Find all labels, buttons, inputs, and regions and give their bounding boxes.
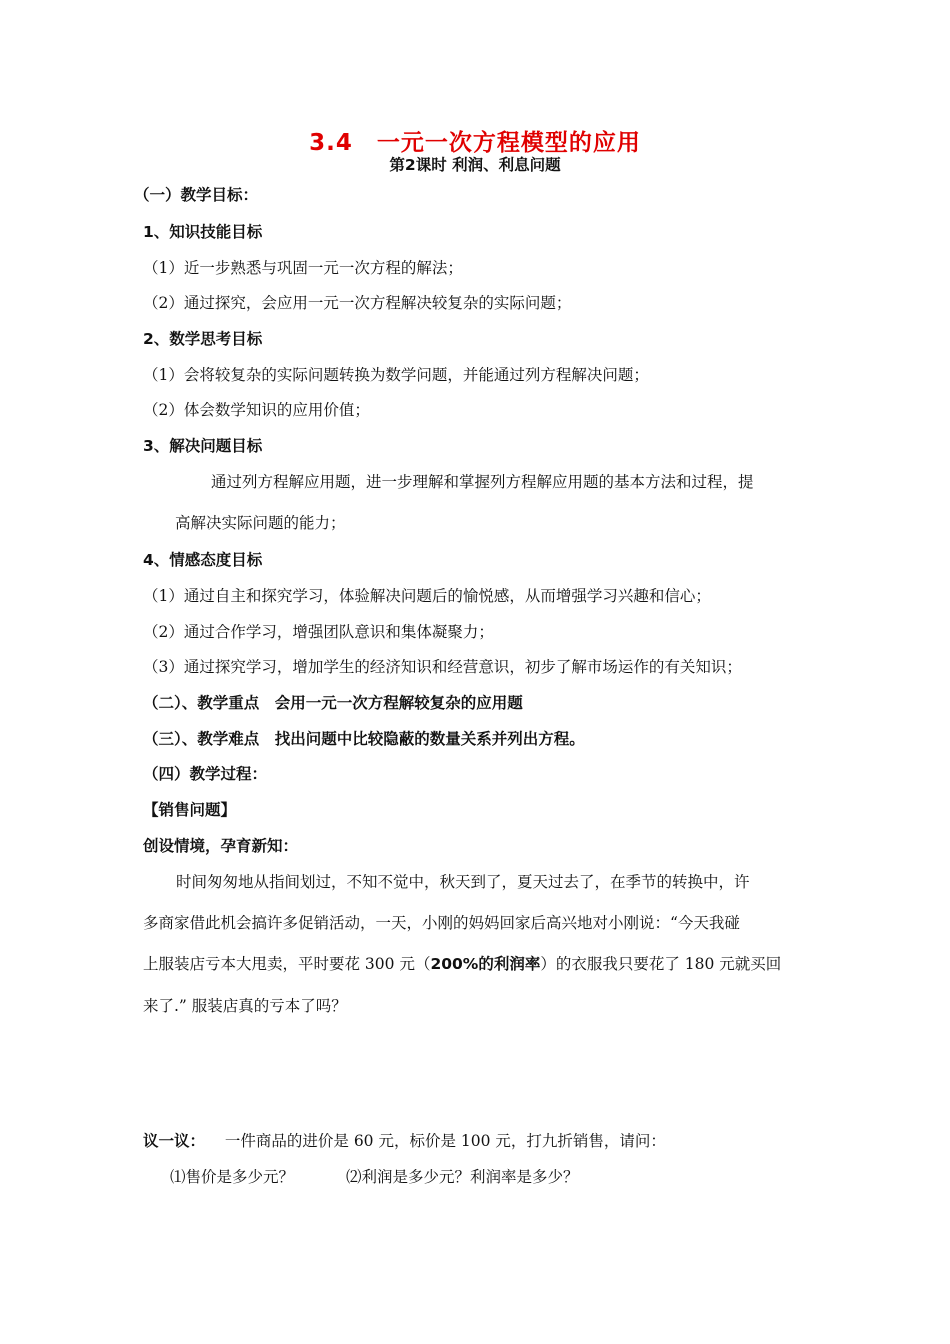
story-line-1: 时间匆匆地从指间划过，不知不觉中，秋天到了，夏天过去了，在季节的转换中，许 xyxy=(176,873,750,891)
goal-3-text-2: 高解决实际问题的能力； xyxy=(175,514,346,532)
goal-2-item-2: （2）体会数学知识的应用价值； xyxy=(143,401,370,419)
story-line-4: 来了.” 服装店真的亏本了吗？ xyxy=(143,997,347,1015)
sales-heading: 【销售问题】 xyxy=(143,801,237,819)
key-point: （二）、教学重点 会用一元一次方程解较复杂的应用题 xyxy=(143,694,523,712)
process-heading: （四）教学过程： xyxy=(143,765,268,783)
goal-1-item-1: （1）近一步熟悉与巩固一元一次方程的解法； xyxy=(143,259,463,277)
story-line-3-post: ）的衣服我只要花了 180 元就买回 xyxy=(540,955,782,973)
question-1: ⑴售价是多少元？ xyxy=(170,1168,295,1186)
goal-2-item-1: （1）会将较复杂的实际问题转换为数学问题，并能通过列方程解决问题； xyxy=(143,366,649,384)
goal-1-item-2: （2）通过探究，会应用一元一次方程解决较复杂的实际问题； xyxy=(143,294,572,312)
difficulty: （三）、教学难点 找出问题中比较隐蔽的数量关系并列出方程。 xyxy=(143,730,585,748)
goal-1-heading: 1、知识技能目标 xyxy=(143,223,263,241)
discuss-text: 一件商品的进价是 60 元，标价是 100 元，打九折销售，请问： xyxy=(224,1132,666,1150)
scene-heading: 创设情境，孕育新知： xyxy=(143,837,299,855)
profit-rate-emphasis: 200%的利润率 xyxy=(430,955,541,973)
goal-3-text-1: 通过列方程解应用题，进一步理解和掌握列方程解应用题的基本方法和过程，提 xyxy=(211,473,754,491)
discuss-line xyxy=(143,1131,666,1151)
goal-4-item-3: （3）通过探究学习，增加学生的经济知识和经营意识，初步了解市场运作的有关知识； xyxy=(143,658,742,676)
story-line-3 xyxy=(143,954,781,974)
page-title: 3.4 一元一次方程模型的应用 xyxy=(309,130,641,156)
question-2: ⑵利润是多少元？利润率是多少？ xyxy=(346,1168,579,1186)
goal-2-heading: 2、数学思考目标 xyxy=(143,330,263,348)
page-subtitle: 第2课时 利润、利息问题 xyxy=(389,156,561,174)
story-line-3-pre: 上服装店亏本大甩卖，平时要花 300 元（ xyxy=(143,955,431,973)
goal-3-heading: 3、解决问题目标 xyxy=(143,437,263,455)
objectives-heading: （一）教学目标： xyxy=(134,186,259,204)
story-line-2: 多商家借此机会搞许多促销活动，一天，小刚的妈妈回家后高兴地对小刚说：“今天我碰 xyxy=(143,914,740,932)
goal-4-item-2: （2）通过合作学习，增强团队意识和集体凝聚力； xyxy=(143,623,494,641)
goal-4-heading: 4、情感态度目标 xyxy=(143,551,263,569)
discuss-label: 议一议： xyxy=(143,1132,206,1150)
goal-4-item-1: （1）通过自主和探究学习，体验解决问题后的愉悦感，从而增强学习兴趣和信心； xyxy=(143,587,711,605)
